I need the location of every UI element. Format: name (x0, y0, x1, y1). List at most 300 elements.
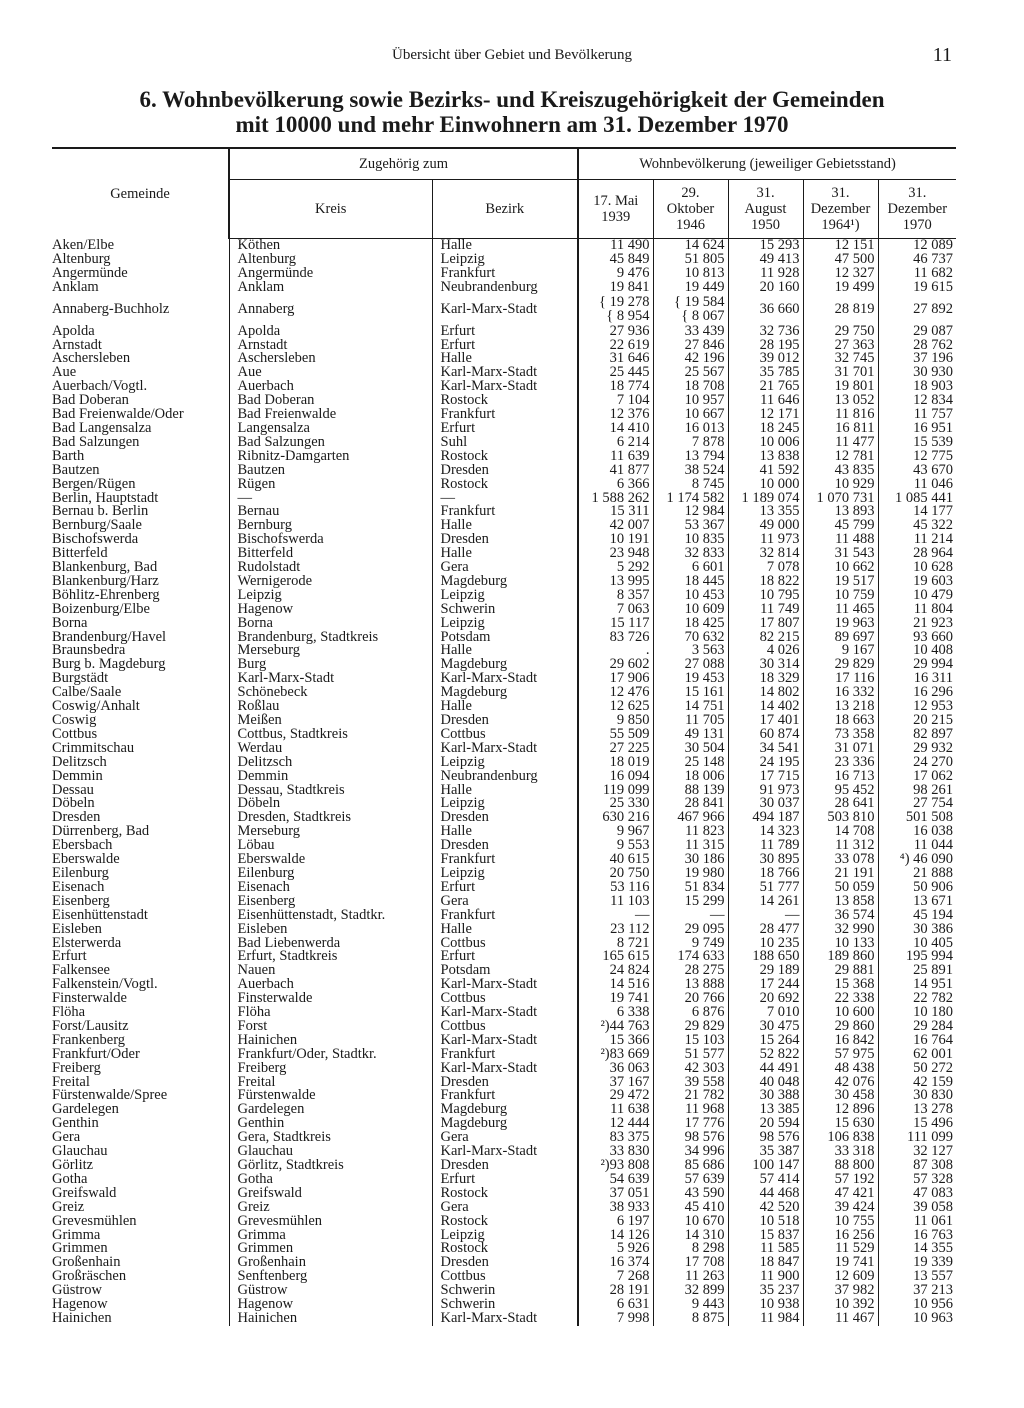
cell-1950: 18 245 (728, 422, 803, 436)
cell-1970: 11 044 (878, 839, 956, 853)
cell-1939: 19 741 (578, 992, 653, 1006)
cell-1946: 10 957 (653, 394, 728, 408)
cell-1970: 19 603 (878, 575, 956, 589)
cell-1970: 29 994 (878, 658, 956, 672)
cell-1939: 17 906 (578, 672, 653, 686)
cell-1964: 29 829 (803, 658, 878, 672)
cell-kreis: Güstrow (229, 1284, 432, 1298)
table-row (52, 1229, 956, 1243)
cell-kreis: Rudolstadt (229, 561, 432, 575)
cell-1946: 34 996 (653, 1145, 728, 1159)
cell-1946: 32 899 (653, 1284, 728, 1298)
cell-1946: 14 310 (653, 1229, 728, 1243)
cell-kreis: Döbeln (229, 797, 432, 811)
cell-1946: 51 577 (653, 1048, 728, 1062)
cell-1970: 29 932 (878, 742, 956, 756)
cell-1964: 23 336 (803, 756, 878, 770)
cell-1939: 10 191 (578, 533, 653, 547)
cell-gemeinde: Görlitz (52, 1157, 94, 1173)
cell-bezirk: Magdeburg (432, 1117, 578, 1131)
cell-1950: 17 244 (728, 978, 803, 992)
table-row (52, 825, 956, 839)
cell-1950: 28 195 (728, 339, 803, 353)
cell-1970: 43 670 (878, 464, 956, 478)
cell-gemeinde: Dürrenberg, Bad (52, 823, 150, 840)
cell-1964: 16 713 (803, 770, 878, 784)
table-row (52, 519, 956, 533)
cell-bezirk: Halle (432, 825, 578, 839)
cell-1970: 20 215 (878, 714, 956, 728)
cell-1939: 27 225 (578, 742, 653, 756)
table-row (52, 239, 956, 253)
cell-1946: 29 095 (653, 923, 728, 937)
cell-1939: 6 631 (578, 1298, 653, 1312)
cell-gemeinde: Blankenburg, Bad (52, 559, 158, 576)
cell-1950: 29 189 (728, 964, 803, 978)
cell-1950: 100 147 (728, 1159, 803, 1173)
cell-1939: 15 366 (578, 1034, 653, 1048)
cell-1964: 36 574 (803, 909, 878, 923)
cell-gemeinde: Eisenach (52, 878, 105, 895)
table-row (52, 1006, 956, 1020)
table-row (52, 1159, 956, 1173)
cell-1970: 62 001 (878, 1048, 956, 1062)
table-row (52, 380, 956, 394)
cell-1970: 16 951 (878, 422, 956, 436)
cell-1946: 53 367 (653, 519, 728, 533)
table-row (52, 450, 956, 464)
table-row (52, 339, 956, 353)
cell-1964: 89 697 (803, 631, 878, 645)
cell-1946: 30 186 (653, 853, 728, 867)
cell-1950: 13 385 (728, 1103, 803, 1117)
title-line-1: 6. Wohnbevölkerung sowie Bezirks- und Kreiszugehörigkeit der Gemeinden (139, 87, 885, 112)
header-gemeinde: Gemeinde (52, 148, 229, 239)
cell-1950: 11 585 (728, 1242, 803, 1256)
table-row (52, 784, 956, 798)
cell-kreis: Grevesmühlen (229, 1215, 432, 1229)
cell-1964: 27 363 (803, 339, 878, 353)
cell-1970: 13 557 (878, 1270, 956, 1284)
cell-1946: 11 263 (653, 1270, 728, 1284)
cell-1946: 1 174 582 (653, 492, 728, 506)
cell-1946: 25 148 (653, 756, 728, 770)
cell-1970: 30 386 (878, 923, 956, 937)
cell-1970: 19 339 (878, 1256, 956, 1270)
table-row (52, 909, 956, 923)
cell-kreis: Cottbus, Stadtkreis (229, 728, 432, 742)
table-row (52, 603, 956, 617)
cell-1939: 16 374 (578, 1256, 653, 1270)
cell-1964: 17 116 (803, 672, 878, 686)
table-row (52, 1173, 956, 1187)
cell-gemeinde: Eisleben (52, 920, 102, 937)
table-row (52, 742, 956, 756)
cell-1950: 44 491 (728, 1062, 803, 1076)
cell-1964: 10 133 (803, 937, 878, 951)
cell-1946: 8 875 (653, 1312, 728, 1326)
cell-1950: 30 895 (728, 853, 803, 867)
cell-1970: 16 763 (878, 1229, 956, 1243)
cell-1939: 12 625 (578, 700, 653, 714)
cell-1939: 42 007 (578, 519, 653, 533)
cell-kreis: Frankfurt/Oder, Stadtkr. (229, 1048, 432, 1062)
cell-1970: 111 099 (878, 1131, 956, 1145)
cell-1970: 11 214 (878, 533, 956, 547)
cell-kreis: Eisleben (229, 923, 432, 937)
cell-1950: 11 900 (728, 1270, 803, 1284)
cell-1950: 28 477 (728, 923, 803, 937)
cell-1970: 17 062 (878, 770, 956, 784)
cell-gemeinde: Bergen/Rügen (52, 475, 136, 492)
cell-bezirk: Frankfurt (432, 909, 578, 923)
cell-1950: 15 293 (728, 239, 803, 253)
cell-1946: 19 980 (653, 867, 728, 881)
cell-gemeinde: Aue (52, 364, 77, 381)
title-line-2: mit 10000 und mehr Einwohnern am 31. Dezember 1970 (235, 112, 789, 137)
cell-1970: 42 159 (878, 1076, 956, 1090)
cell-1939: 8 357 (578, 589, 653, 603)
table-row (52, 547, 956, 561)
cell-bezirk: Halle (432, 547, 578, 561)
cell-1970: 37 213 (878, 1284, 956, 1298)
table-title (0, 87, 1024, 137)
cell-1950: — (728, 909, 803, 923)
cell-1939: 165 615 (578, 950, 653, 964)
cell-1964: 45 799 (803, 519, 878, 533)
cell-1970: 28 964 (878, 547, 956, 561)
cell-1939: 15 117 (578, 617, 653, 631)
cell-kreis: Grimma (229, 1229, 432, 1243)
cell-1964: 13 052 (803, 394, 878, 408)
cell-1950: 4 026 (728, 644, 803, 658)
header-1939: 17. Mai 1939 (578, 180, 653, 239)
cell-gemeinde: Greifswald (52, 1184, 117, 1201)
cell-1964: 19 499 (803, 281, 878, 295)
cell-1950: 188 650 (728, 950, 803, 964)
cell-1939: 23 948 (578, 547, 653, 561)
cell-bezirk: Cottbus (432, 1270, 578, 1284)
header-bezirk: Bezirk (432, 180, 578, 239)
cell-bezirk: Magdeburg (432, 658, 578, 672)
header-wohnbevoelkerung: Wohnbevölkerung (jeweiliger Gebietsstand) (578, 148, 956, 180)
cell-gemeinde: Bautzen (52, 461, 100, 478)
cell-gemeinde: Grevesmühlen (52, 1212, 137, 1229)
cell-kreis: Erfurt, Stadtkreis (229, 950, 432, 964)
cell-1946: 3 563 (653, 644, 728, 658)
table-row (52, 811, 956, 825)
cell-1964: 47 421 (803, 1187, 878, 1201)
cell-bezirk: Erfurt (432, 325, 578, 339)
cell-bezirk: Dresden (432, 1076, 578, 1090)
cell-gemeinde: Bad Langensalza (52, 419, 152, 436)
cell-bezirk: Potsdam (432, 964, 578, 978)
cell-bezirk: Halle (432, 352, 578, 366)
cell-1939: 22 619 (578, 339, 653, 353)
cell-1939: 28 191 (578, 1284, 653, 1298)
table-row (52, 1145, 956, 1159)
cell-1939: 33 830 (578, 1145, 653, 1159)
cell-kreis: Greiz (229, 1201, 432, 1215)
cell-gemeinde: Altenburg (52, 250, 111, 267)
cell-1970: 22 782 (878, 992, 956, 1006)
cell-1970: 12 775 (878, 450, 956, 464)
cell-1939: 7 063 (578, 603, 653, 617)
cell-1950: 10 795 (728, 589, 803, 603)
cell-1964: 37 982 (803, 1284, 878, 1298)
cell-1939: 41 877 (578, 464, 653, 478)
cell-1950: 14 323 (728, 825, 803, 839)
cell-gemeinde: Aken/Elbe (52, 236, 115, 253)
cell-1964: 30 458 (803, 1089, 878, 1103)
cell-kreis: Demmin (229, 770, 432, 784)
cell-1950: 7 078 (728, 561, 803, 575)
cell-gemeinde: Freital (52, 1073, 90, 1090)
cell-1964: 13 218 (803, 700, 878, 714)
cell-1939: 5 926 (578, 1242, 653, 1256)
table-row (52, 422, 956, 436)
cell-1946: 28 841 (653, 797, 728, 811)
cell-kreis: Auerbach (229, 380, 432, 394)
cell-1970: 45 322 (878, 519, 956, 533)
cell-bezirk: Erfurt (432, 881, 578, 895)
table-row (52, 1062, 956, 1076)
cell-1964: 19 517 (803, 575, 878, 589)
cell-gemeinde: Erfurt (52, 948, 87, 965)
cell-bezirk: Frankfurt (432, 408, 578, 422)
cell-kreis: Glauchau (229, 1145, 432, 1159)
cell-1950: 11 973 (728, 533, 803, 547)
cell-1970: ⁴) 46 090 (878, 853, 956, 867)
cell-gemeinde: Greiz (52, 1198, 85, 1215)
cell-bezirk: Magdeburg (432, 575, 578, 589)
cell-1946: 27 088 (653, 658, 728, 672)
cell-bezirk: Halle (432, 519, 578, 533)
cell-1964: 12 327 (803, 267, 878, 281)
cell-1946: { 19 584 { 8 067 (653, 295, 728, 325)
cell-1964: 106 838 (803, 1131, 878, 1145)
cell-1946: 467 966 (653, 811, 728, 825)
cell-kreis: Aschersleben (229, 352, 432, 366)
cell-kreis: Wernigerode (229, 575, 432, 589)
table-row (52, 923, 956, 937)
cell-1939: 630 216 (578, 811, 653, 825)
cell-1950: 40 048 (728, 1076, 803, 1090)
cell-bezirk: Dresden (432, 714, 578, 728)
cell-1939: 11 490 (578, 239, 653, 253)
cell-1970: 50 906 (878, 881, 956, 895)
cell-1964: 88 800 (803, 1159, 878, 1173)
cell-1950: 82 215 (728, 631, 803, 645)
cell-1946: 11 823 (653, 825, 728, 839)
cell-gemeinde: Demmin (52, 767, 103, 784)
cell-gemeinde: Glauchau (52, 1143, 108, 1160)
cell-1939: 9 850 (578, 714, 653, 728)
cell-1950: 11 984 (728, 1312, 803, 1326)
cell-gemeinde: Berlin, Hauptstadt (52, 489, 159, 506)
header-zugehoerig: Zugehörig zum (229, 148, 578, 180)
cell-kreis: Arnstadt (229, 339, 432, 353)
cell-bezirk: Karl-Marx-Stadt (432, 380, 578, 394)
cell-1950: 30 314 (728, 658, 803, 672)
cell-1950: 24 195 (728, 756, 803, 770)
cell-kreis: Borna (229, 617, 432, 631)
cell-1950: 30 475 (728, 1020, 803, 1034)
cell-kreis: Altenburg (229, 253, 432, 267)
cell-bezirk: Karl-Marx-Stadt (432, 366, 578, 380)
cell-1950: 42 520 (728, 1201, 803, 1215)
cell-bezirk: Halle (432, 923, 578, 937)
page-number: 11 (932, 44, 952, 66)
cell-1950: 18 766 (728, 867, 803, 881)
cell-gemeinde: Arnstadt (52, 336, 102, 353)
cell-1946: 17 776 (653, 1117, 728, 1131)
cell-1950: 15 837 (728, 1229, 803, 1243)
cell-1950: 35 237 (728, 1284, 803, 1298)
cell-bezirk: Cottbus (432, 1020, 578, 1034)
cell-gemeinde: Döbeln (52, 795, 95, 812)
cell-bezirk: Karl-Marx-Stadt (432, 672, 578, 686)
cell-bezirk: Neubrandenburg (432, 281, 578, 295)
cell-1946: 18 445 (653, 575, 728, 589)
cell-kreis: Delitzsch (229, 756, 432, 770)
cell-kreis: Karl-Marx-Stadt (229, 672, 432, 686)
table-row (52, 1270, 956, 1284)
cell-1946: 12 984 (653, 505, 728, 519)
cell-1970: 16 311 (878, 672, 956, 686)
table-row (52, 617, 956, 631)
cell-1970: 15 539 (878, 436, 956, 450)
cell-1939: . (578, 644, 653, 658)
cell-1939: 23 112 (578, 923, 653, 937)
cell-1970: 15 496 (878, 1117, 956, 1131)
cell-1964: 16 811 (803, 422, 878, 436)
cell-1946: 10 835 (653, 533, 728, 547)
cell-bezirk: Cottbus (432, 937, 578, 951)
cell-gemeinde: Borna (52, 614, 88, 631)
cell-1939: 53 116 (578, 881, 653, 895)
table-row (52, 797, 956, 811)
cell-gemeinde: Elsterwerda (52, 934, 122, 951)
table-body (52, 236, 956, 1326)
cell-1946: 18 006 (653, 770, 728, 784)
cell-1970: 1 085 441 (878, 492, 956, 506)
cell-1939: 20 750 (578, 867, 653, 881)
cell-1964: 11 312 (803, 839, 878, 853)
cell-kreis: Roßlau (229, 700, 432, 714)
cell-1964: 11 467 (803, 1312, 878, 1326)
cell-gemeinde: Bernburg/Saale (52, 517, 142, 534)
cell-kreis: Bautzen (229, 464, 432, 478)
table-row (52, 464, 956, 478)
cell-1964: 10 392 (803, 1298, 878, 1312)
cell-1970: 11 757 (878, 408, 956, 422)
table-row (52, 1034, 956, 1048)
cell-1946: 8 745 (653, 478, 728, 492)
cell-1964: 19 963 (803, 617, 878, 631)
cell-1946: 17 708 (653, 1256, 728, 1270)
table-row (52, 700, 956, 714)
cell-kreis: Werdau (229, 742, 432, 756)
table-row (52, 631, 956, 645)
cell-1950: 51 777 (728, 881, 803, 895)
cell-1946: 29 829 (653, 1020, 728, 1034)
cell-bezirk: Gera (432, 895, 578, 909)
cell-kreis: Grimmen (229, 1242, 432, 1256)
cell-1950: 7 010 (728, 1006, 803, 1020)
cell-1950: 18 329 (728, 672, 803, 686)
cell-kreis: Apolda (229, 325, 432, 339)
cell-bezirk: Dresden (432, 839, 578, 853)
cell-1939: 29 472 (578, 1089, 653, 1103)
cell-1970: 24 270 (878, 756, 956, 770)
table-row (52, 436, 956, 450)
cell-gemeinde: Frankenberg (52, 1031, 126, 1048)
cell-kreis: Flöha (229, 1006, 432, 1020)
table-row (52, 575, 956, 589)
cell-1964: 33 318 (803, 1145, 878, 1159)
cell-gemeinde: Böhlitz-Ehrenberg (52, 586, 160, 603)
cell-kreis: Görlitz, Stadtkreis (229, 1159, 432, 1173)
cell-1939: 7 104 (578, 394, 653, 408)
cell-bezirk: Rostock (432, 1242, 578, 1256)
cell-1964: 19 801 (803, 380, 878, 394)
cell-bezirk: Frankfurt (432, 1089, 578, 1103)
cell-bezirk: Frankfurt (432, 1048, 578, 1062)
cell-bezirk: Suhl (432, 436, 578, 450)
cell-bezirk: Gera (432, 1201, 578, 1215)
table-row (52, 770, 956, 784)
cell-1950: 11 789 (728, 839, 803, 853)
cell-1950: 20 692 (728, 992, 803, 1006)
cell-gemeinde: Bernau b. Berlin (52, 503, 149, 520)
cell-kreis: Langensalza (229, 422, 432, 436)
cell-kreis: Eisenhüttenstadt, Stadtkr. (229, 909, 432, 923)
cell-1946: 30 504 (653, 742, 728, 756)
cell-kreis: Merseburg (229, 825, 432, 839)
cell-1970: 14 355 (878, 1242, 956, 1256)
cell-gemeinde: Genthin (52, 1115, 99, 1132)
cell-1964: 29 750 (803, 325, 878, 339)
cell-1939: 1 588 262 (578, 492, 653, 506)
table-row (52, 1076, 956, 1090)
cell-1939: 11 638 (578, 1103, 653, 1117)
cell-kreis: Senftenberg (229, 1270, 432, 1284)
cell-gemeinde: Ebersbach (52, 837, 113, 854)
cell-1964: 57 192 (803, 1173, 878, 1187)
cell-1939: 15 311 (578, 505, 653, 519)
cell-gemeinde: Burgstädt (52, 670, 109, 687)
cell-1939: ²)93 808 (578, 1159, 653, 1173)
cell-1950: 18 847 (728, 1256, 803, 1270)
cell-1950: 494 187 (728, 811, 803, 825)
cell-bezirk: Halle (432, 700, 578, 714)
cell-1939: 8 721 (578, 937, 653, 951)
cell-1950: 10 235 (728, 937, 803, 951)
header-1970: 31. Dezember 1970 (878, 180, 956, 239)
cell-1964: 12 609 (803, 1270, 878, 1284)
cell-1970: 16 038 (878, 825, 956, 839)
cell-gemeinde: Gera (52, 1129, 81, 1146)
table-row (52, 1312, 956, 1326)
cell-1970: 30 930 (878, 366, 956, 380)
cell-1946: 9 749 (653, 937, 728, 951)
cell-kreis: Angermünde (229, 267, 432, 281)
cell-bezirk: Schwerin (432, 603, 578, 617)
cell-1939: 45 849 (578, 253, 653, 267)
cell-1964: 10 600 (803, 1006, 878, 1020)
cell-1970: 10 628 (878, 561, 956, 575)
